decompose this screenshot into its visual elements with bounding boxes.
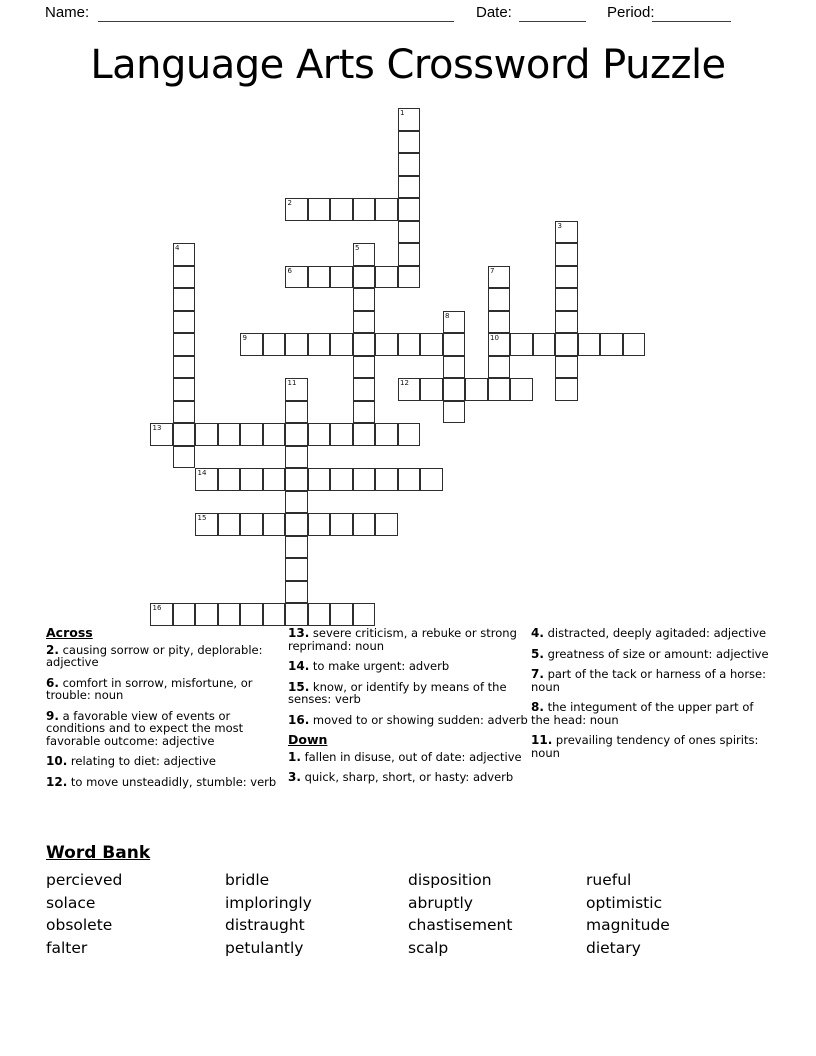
- grid-cell[interactable]: [263, 603, 286, 626]
- grid-cell[interactable]: [533, 333, 556, 356]
- clue-number: 11.: [531, 733, 553, 747]
- grid-cell[interactable]: [308, 513, 331, 536]
- clue-column-3: [531, 627, 773, 767]
- date-label: Date:: [476, 4, 512, 21]
- grid-cell[interactable]: [285, 333, 308, 356]
- word-bank-item: magnitude: [586, 916, 670, 934]
- grid-cell[interactable]: [578, 333, 601, 356]
- grid-cell[interactable]: [195, 423, 218, 446]
- grid-cell[interactable]: [195, 603, 218, 626]
- grid-cell-8[interactable]: [443, 311, 466, 334]
- grid-cell-13[interactable]: [150, 423, 173, 446]
- grid-cell[interactable]: [330, 198, 353, 221]
- grid-cell[interactable]: [285, 603, 308, 626]
- grid-cell[interactable]: [330, 513, 353, 536]
- word-bank-column-3: [408, 869, 512, 959]
- clue-text: causing sorrow or pity, deplorable: adjective: [46, 642, 263, 669]
- grid-cell[interactable]: [488, 356, 511, 379]
- grid-cell[interactable]: [353, 356, 376, 379]
- cell-number: 14: [197, 469, 207, 477]
- grid-cell[interactable]: [353, 468, 376, 491]
- grid-cell-3[interactable]: [555, 221, 578, 244]
- word-bank-column-4: [586, 869, 670, 959]
- grid-cell[interactable]: [308, 468, 331, 491]
- cell-number: 3: [557, 221, 562, 230]
- cell-number: 8: [445, 311, 450, 320]
- word-bank-item: obsolete: [46, 916, 113, 934]
- date-blank-line[interactable]: [519, 4, 586, 22]
- clue-number: 10.: [46, 754, 68, 768]
- clue-number: 4.: [531, 626, 544, 640]
- grid-cell[interactable]: [285, 536, 308, 559]
- cell-number: 12: [400, 379, 409, 387]
- grid-cell[interactable]: [375, 266, 398, 289]
- grid-cell[interactable]: [555, 311, 578, 334]
- grid-cell[interactable]: [173, 423, 196, 446]
- word-bank-item: distraught: [225, 916, 305, 934]
- clue-7: [531, 668, 773, 693]
- period-blank-line[interactable]: [652, 4, 731, 22]
- clue-text: greatness of size or amount: adjective: [543, 646, 769, 661]
- clue-text: relating to diet: adjective: [67, 754, 216, 768]
- clue-number: 9.: [46, 708, 59, 723]
- clue-number: 14.: [288, 659, 310, 673]
- grid-cell[interactable]: [308, 603, 331, 626]
- clue-number: 8.: [531, 700, 544, 714]
- grid-cell[interactable]: [308, 266, 331, 289]
- clue-text: to move unsteadidly, stumble: verb: [67, 774, 277, 789]
- cell-number: 4: [175, 244, 180, 252]
- grid-cell[interactable]: [353, 401, 376, 424]
- header-row: [0, 0, 816, 30]
- grid-cell-6[interactable]: [285, 266, 308, 289]
- grid-cell[interactable]: [173, 378, 196, 401]
- grid-cell-10[interactable]: [488, 333, 511, 356]
- clue-number: 2.: [46, 642, 59, 657]
- clue-number: 5.: [531, 646, 544, 661]
- grid-cell-7[interactable]: [488, 266, 511, 289]
- cell-number: 7: [490, 266, 495, 275]
- name-blank-line[interactable]: [98, 4, 454, 22]
- cell-number: 13: [152, 424, 162, 432]
- clue-16: [288, 714, 530, 727]
- grid-cell[interactable]: [443, 333, 466, 356]
- word-bank-column-2: [225, 869, 312, 959]
- grid-cell[interactable]: [263, 513, 286, 536]
- grid-cell[interactable]: [263, 423, 286, 446]
- grid-cell[interactable]: [308, 198, 331, 221]
- word-bank-item: percieved: [46, 871, 123, 889]
- grid-cell[interactable]: [173, 333, 196, 356]
- word-bank-section: [46, 843, 786, 969]
- down-heading: Down: [288, 732, 328, 747]
- grid-cell[interactable]: [398, 423, 421, 446]
- clue-text: distracted, deeply agitaded: adjective: [543, 626, 767, 640]
- clue-number: 12.: [46, 774, 68, 789]
- word-bank-column-1: [46, 869, 122, 959]
- grid-cell[interactable]: [510, 333, 533, 356]
- grid-cell[interactable]: [443, 356, 466, 379]
- across-heading: Across: [46, 625, 93, 640]
- grid-cell[interactable]: [420, 468, 443, 491]
- grid-cell-11[interactable]: [285, 378, 308, 401]
- grid-cell[interactable]: [443, 401, 466, 424]
- grid-cell[interactable]: [173, 266, 196, 289]
- grid-cell[interactable]: [375, 423, 398, 446]
- grid-cell[interactable]: [375, 513, 398, 536]
- grid-cell[interactable]: [285, 401, 308, 424]
- grid-cell[interactable]: [420, 378, 443, 401]
- clue-text: moved to or showing sudden: adverb: [309, 712, 528, 727]
- cell-number: 6: [287, 266, 292, 275]
- word-bank-item: abruptly: [408, 893, 473, 912]
- grid-cell[interactable]: [555, 288, 578, 311]
- clue-5: [531, 648, 773, 661]
- clue-column-1: [46, 627, 288, 796]
- word-bank-item: bridle: [225, 871, 270, 889]
- grid-cell[interactable]: [285, 513, 308, 536]
- grid-cell[interactable]: [330, 333, 353, 356]
- grid-cell[interactable]: [330, 423, 353, 446]
- grid-cell[interactable]: [555, 378, 578, 401]
- grid-cell[interactable]: [240, 423, 263, 446]
- grid-cell[interactable]: [173, 356, 196, 379]
- word-bank-item: disposition: [408, 871, 492, 889]
- clue-number: 6.: [46, 675, 59, 690]
- grid-cell-4[interactable]: [173, 243, 196, 266]
- clue-number: 13.: [288, 626, 310, 640]
- grid-cell[interactable]: [353, 513, 376, 536]
- grid-cell[interactable]: [218, 468, 241, 491]
- grid-cell[interactable]: [285, 491, 308, 514]
- cell-number: 9: [242, 334, 247, 342]
- grid-cell[interactable]: [398, 153, 421, 176]
- clue-text: quick, sharp, short, or hasty: adverb: [300, 770, 514, 784]
- grid-cell-15[interactable]: [195, 513, 218, 536]
- grid-cell-16[interactable]: [150, 603, 173, 626]
- clue-text: part of the tack or harness of a horse: noun: [531, 667, 766, 694]
- word-bank-item: scalp: [408, 938, 449, 957]
- word-bank-item: dietary: [586, 938, 641, 957]
- grid-cell[interactable]: [308, 333, 331, 356]
- cell-number: 16: [152, 604, 162, 612]
- clue-text: know, or identify by means of the senses: verb: [288, 679, 507, 706]
- clue-text: comfort in sorrow, misfortune, or trouble: noun: [46, 675, 253, 702]
- clue-1: [288, 751, 530, 764]
- grid-cell[interactable]: [353, 288, 376, 311]
- clue-text: to make urgent: adverb: [309, 659, 450, 673]
- cell-number: 2: [287, 199, 292, 207]
- period-label: Period:: [607, 4, 655, 21]
- cell-number: 15: [197, 514, 207, 522]
- grid-cell[interactable]: [240, 603, 263, 626]
- grid-cell[interactable]: [173, 311, 196, 334]
- clue-text: a favorable view of events or conditions and to expect the most favorable outcome: adjective: [46, 708, 244, 748]
- grid-cell[interactable]: [285, 581, 308, 604]
- grid-cell[interactable]: [375, 198, 398, 221]
- grid-cell[interactable]: [353, 378, 376, 401]
- clue-number: 1.: [288, 749, 301, 764]
- grid-cell[interactable]: [420, 333, 443, 356]
- grid-cell[interactable]: [375, 333, 398, 356]
- clue-text: the integument of the upper part of the head: noun: [531, 700, 754, 727]
- grid-cell[interactable]: [285, 423, 308, 446]
- grid-cell[interactable]: [173, 401, 196, 424]
- grid-cell[interactable]: [353, 266, 376, 289]
- grid-cell-14[interactable]: [195, 468, 218, 491]
- word-bank-columns: [46, 869, 786, 969]
- grid-cell[interactable]: [398, 131, 421, 154]
- grid-cell[interactable]: [488, 288, 511, 311]
- grid-cell[interactable]: [353, 423, 376, 446]
- clue-text: prevailing tendency of ones spirits: noun: [531, 733, 759, 760]
- page-title: Language Arts Crossword Puzzle: [90, 42, 726, 88]
- grid-cell[interactable]: [398, 243, 421, 266]
- grid-cell[interactable]: [555, 266, 578, 289]
- grid-cell[interactable]: [263, 333, 286, 356]
- clue-14: [288, 660, 530, 673]
- clue-15: [288, 681, 530, 706]
- word-bank-item: optimistic: [586, 893, 663, 912]
- clue-number: 16.: [288, 712, 310, 727]
- grid-cell[interactable]: [240, 468, 263, 491]
- word-bank-item: falter: [46, 938, 88, 957]
- grid-cell[interactable]: [555, 333, 578, 356]
- grid-cell[interactable]: [330, 266, 353, 289]
- grid-cell[interactable]: [353, 198, 376, 221]
- grid-cell-9[interactable]: [240, 333, 263, 356]
- grid-cell[interactable]: [218, 513, 241, 536]
- grid-cell[interactable]: [555, 243, 578, 266]
- grid-cell[interactable]: [375, 468, 398, 491]
- grid-cell[interactable]: [263, 468, 286, 491]
- cell-number: 5: [355, 244, 360, 252]
- grid-cell[interactable]: [285, 468, 308, 491]
- grid-cell[interactable]: [285, 558, 308, 581]
- word-bank-item: imploringly: [225, 893, 312, 912]
- grid-cell[interactable]: [600, 333, 623, 356]
- clue-12: [46, 776, 288, 789]
- grid-cell[interactable]: [398, 468, 421, 491]
- grid-cell[interactable]: [398, 176, 421, 199]
- grid-cell[interactable]: [218, 603, 241, 626]
- grid-cell[interactable]: [330, 603, 353, 626]
- grid-cell[interactable]: [488, 311, 511, 334]
- clue-text: fallen in disuse, out of date: adjective: [300, 749, 522, 764]
- name-label: Name:: [45, 4, 90, 21]
- clue-13: [288, 627, 530, 652]
- grid-cell-5[interactable]: [353, 243, 376, 266]
- grid-cell-12[interactable]: [398, 378, 421, 401]
- grid-cell[interactable]: [353, 603, 376, 626]
- grid-cell[interactable]: [398, 266, 421, 289]
- grid-cell[interactable]: [510, 378, 533, 401]
- grid-cell[interactable]: [173, 288, 196, 311]
- grid-cell-1[interactable]: [398, 108, 421, 131]
- clue-6: [46, 677, 288, 702]
- grid-cell[interactable]: [285, 446, 308, 469]
- grid-cell[interactable]: [218, 423, 241, 446]
- grid-cell[interactable]: [240, 513, 263, 536]
- grid-cell[interactable]: [398, 333, 421, 356]
- word-bank-item: chastisement: [408, 916, 513, 934]
- grid-cell[interactable]: [398, 198, 421, 221]
- cell-number: 10: [490, 334, 499, 342]
- clue-10: [46, 755, 288, 768]
- clue-9: [46, 710, 288, 748]
- word-bank-item: rueful: [586, 871, 632, 889]
- grid-cell[interactable]: [398, 221, 421, 244]
- clue-text: severe criticism, a rebuke or strong reprimand: noun: [288, 626, 517, 653]
- clue-8: [531, 701, 773, 726]
- clue-column-2: [288, 627, 530, 792]
- clue-number: 15.: [288, 679, 310, 694]
- grid-cell[interactable]: [173, 603, 196, 626]
- grid-cell[interactable]: [308, 423, 331, 446]
- clue-4: [531, 627, 773, 640]
- grid-cell[interactable]: [623, 333, 646, 356]
- grid-cell[interactable]: [353, 333, 376, 356]
- cell-number: 1: [400, 109, 405, 117]
- grid-cell[interactable]: [555, 356, 578, 379]
- clue-3: [288, 771, 530, 784]
- cell-number: 11: [287, 379, 297, 387]
- grid-cell[interactable]: [353, 311, 376, 334]
- grid-cell[interactable]: [173, 446, 196, 469]
- clue-number: 3.: [288, 770, 301, 784]
- grid-cell[interactable]: [443, 378, 466, 401]
- clue-11: [531, 734, 773, 759]
- word-bank-item: petulantly: [225, 938, 304, 957]
- grid-cell[interactable]: [330, 468, 353, 491]
- word-bank-heading: Word Bank: [46, 843, 151, 863]
- word-bank-item: solace: [46, 893, 96, 912]
- clue-number: 7.: [531, 667, 544, 681]
- grid-cell[interactable]: [465, 378, 488, 401]
- grid-cell[interactable]: [488, 378, 511, 401]
- grid-cell-2[interactable]: [285, 198, 308, 221]
- clue-2: [46, 644, 288, 669]
